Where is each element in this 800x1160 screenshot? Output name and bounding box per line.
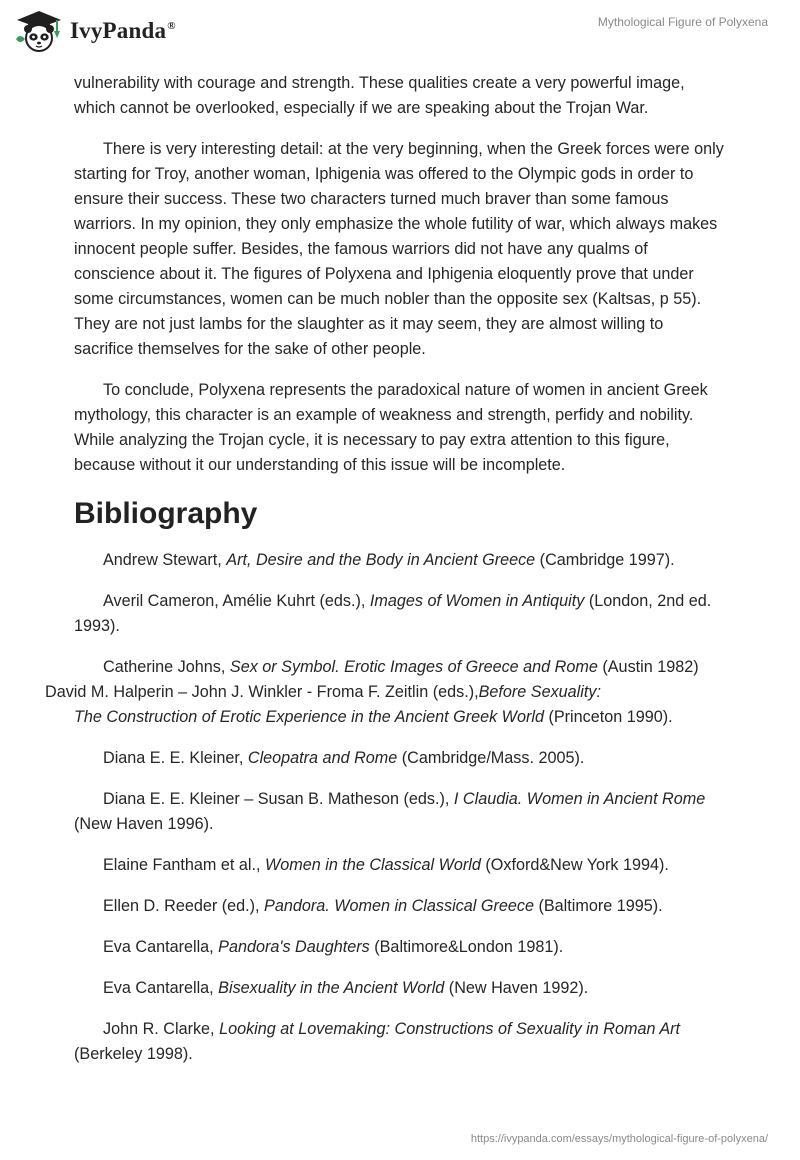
bibliography-entry: Elaine Fantham et al., Women in the Classical World (Oxford&New York 1994). bbox=[103, 856, 669, 874]
bibliography-entry: Catherine Johns, Sex or Symbol. Erotic Images of Greece and Rome (Austin 1982) David M. Halperin – John J. Winkler - Froma F. Zeitlin (eds.),Before Sexuality: The Construction of Erotic Experience in the Ancient Greek World (Princeton 1990). bbox=[45, 658, 699, 726]
body-paragraph: To conclude, Polyxena represents the paradoxical nature of women in ancient Greek mythology, this character is an example of weakness and strength, perfidy and nobility. While analyzing the Trojan cycle, it is necessary to pay extra attention to this figure, because without it our understanding of this issue will be incomplete. bbox=[74, 381, 708, 474]
bibliography-entry: Andrew Stewart, Art, Desire and the Body in Ancient Greece (Cambridge 1997). bbox=[103, 551, 675, 569]
page-header bbox=[0, 0, 800, 66]
document-title: Mythological Figure of Polyxena bbox=[597, 15, 768, 29]
bibliography-entry: John R. Clarke, Looking at Lovemaking: Constructions of Sexuality in Roman Art (Berkeley 1998). bbox=[74, 1020, 681, 1063]
registered-mark: ® bbox=[167, 20, 176, 33]
bibliography-entry: Averil Cameron, Amélie Kuhrt (eds.), Images of Women in Antiquity (London, 2nd ed. 1993). bbox=[74, 592, 712, 635]
essay-content bbox=[45, 71, 726, 1083]
source-url-link[interactable]: https://ivypanda.com/essays/mythological-figure-of-polyxena/ bbox=[470, 1133, 768, 1145]
bibliography-entry: Eva Cantarella, Pandora's Daughters (Baltimore&London 1981). bbox=[103, 938, 564, 956]
panda-graduate-icon bbox=[14, 9, 64, 53]
brand-name: IvyPanda® bbox=[70, 18, 176, 43]
bibliography-entry: Eva Cantarella, Bisexuality in the Ancient World (New Haven 1992). bbox=[103, 979, 589, 997]
bibliography-heading: Bibliography bbox=[74, 497, 258, 530]
ivypanda-logo[interactable] bbox=[14, 9, 176, 53]
body-paragraph: There is very interesting detail: at the very beginning, when the Greek forces were only starting for Troy, another woman, Iphigenia was offered to the Olympic gods in order to ensure their success. These two characters turned much braver than some famous warriors. In my opinion, they only emphasize the whole futility of war, which always makes innocent people suffer. Besides, the famous warriors did not have any qualms of conscience about it. The figures of Polyxena and Iphigenia eloquently prove that under some circumstances, women can be much nobler than the opposite sex (Kaltsas, p 55). They are not just lambs for the slaughter as it may seem, they are almost willing to sacrifice themselves for the sake of other people. bbox=[74, 140, 724, 358]
bibliography-entry: Ellen D. Reeder (ed.), Pandora. Women in Classical Greece (Baltimore 1995). bbox=[103, 897, 663, 915]
bibliography-entry: Diana E. E. Kleiner, Cleopatra and Rome (Cambridge/Mass. 2005). bbox=[103, 749, 585, 767]
body-paragraph: vulnerability with courage and strength. These qualities create a very powerful image, which cannot be overlooked, especially if we are speaking about the Trojan War. bbox=[74, 74, 685, 117]
bibliography-entry: Diana E. E. Kleiner – Susan B. Matheson (eds.), I Claudia. Women in Ancient Rome (New Haven 1996). bbox=[74, 790, 706, 833]
